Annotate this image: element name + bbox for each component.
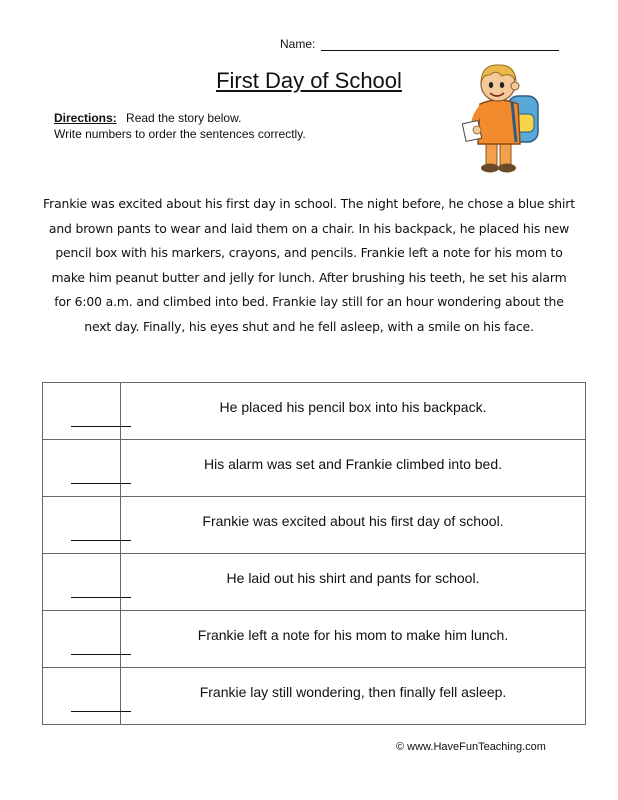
answer-blank[interactable] (71, 711, 131, 712)
order-number-cell[interactable] (43, 668, 121, 725)
answer-blank[interactable] (71, 483, 131, 484)
story-line: make him peanut butter and jelly for lunch. After brushing his teeth, he set his alarm (51, 269, 567, 285)
table-row (43, 440, 586, 497)
order-number-cell[interactable] (43, 440, 121, 497)
directions-line-1: Read the story below. (126, 111, 242, 125)
name-label: Name: (280, 37, 316, 51)
sentence-cell: Frankie left a note for his mom to make him lunch. (121, 611, 586, 668)
directions-line-2: Write numbers to order the sentences correctly. (54, 127, 306, 141)
story-line: next day. Finally, his eyes shut and he fell asleep, with a smile on his face. (84, 318, 534, 334)
sentence-cell: Frankie was excited about his first day of school. (121, 497, 586, 554)
schoolboy-with-backpack-icon (462, 56, 552, 176)
story-line: and brown pants to wear and laid them on a chair. In his backpack, he placed his new (48, 220, 570, 236)
story-line: pencil box with his markers, crayons, and pencils. Frankie left a note for his mom to (55, 245, 563, 260)
name-field (280, 37, 559, 51)
story-line: Frankie was excited about his first day in school. The night before, he chose a blue shirt (43, 196, 575, 211)
answer-blank[interactable] (71, 597, 131, 598)
table-row (43, 554, 586, 611)
directions-label: Directions: (54, 111, 117, 125)
table-row (43, 668, 586, 725)
page-title: First Day of School (216, 68, 402, 93)
answer-blank[interactable] (71, 654, 131, 655)
ordering-table (42, 382, 586, 725)
table-row (43, 497, 586, 554)
story-line: for 6:00 a.m. and climbed into bed. Frankie lay still for an hour wondering about the (54, 294, 564, 309)
sentence-cell: He laid out his shirt and pants for school. (121, 554, 586, 611)
table-row (43, 611, 586, 668)
table-row (43, 383, 586, 440)
order-number-cell[interactable] (43, 611, 121, 668)
directions (54, 110, 306, 142)
story-paragraph (12, 192, 606, 339)
answer-blank[interactable] (71, 540, 131, 541)
sentence-cell: His alarm was set and Frankie climbed into bed. (121, 440, 586, 497)
order-number-cell[interactable] (43, 383, 121, 440)
name-blank-line[interactable] (321, 38, 559, 51)
sentence-cell: Frankie lay still wondering, then finally fell asleep. (121, 668, 586, 725)
order-number-cell[interactable] (43, 554, 121, 611)
answer-blank[interactable] (71, 426, 131, 427)
order-number-cell[interactable] (43, 497, 121, 554)
footer-copyright: © www.HaveFunTeaching.com (396, 741, 546, 753)
sentence-cell: He placed his pencil box into his backpack. (121, 383, 586, 440)
